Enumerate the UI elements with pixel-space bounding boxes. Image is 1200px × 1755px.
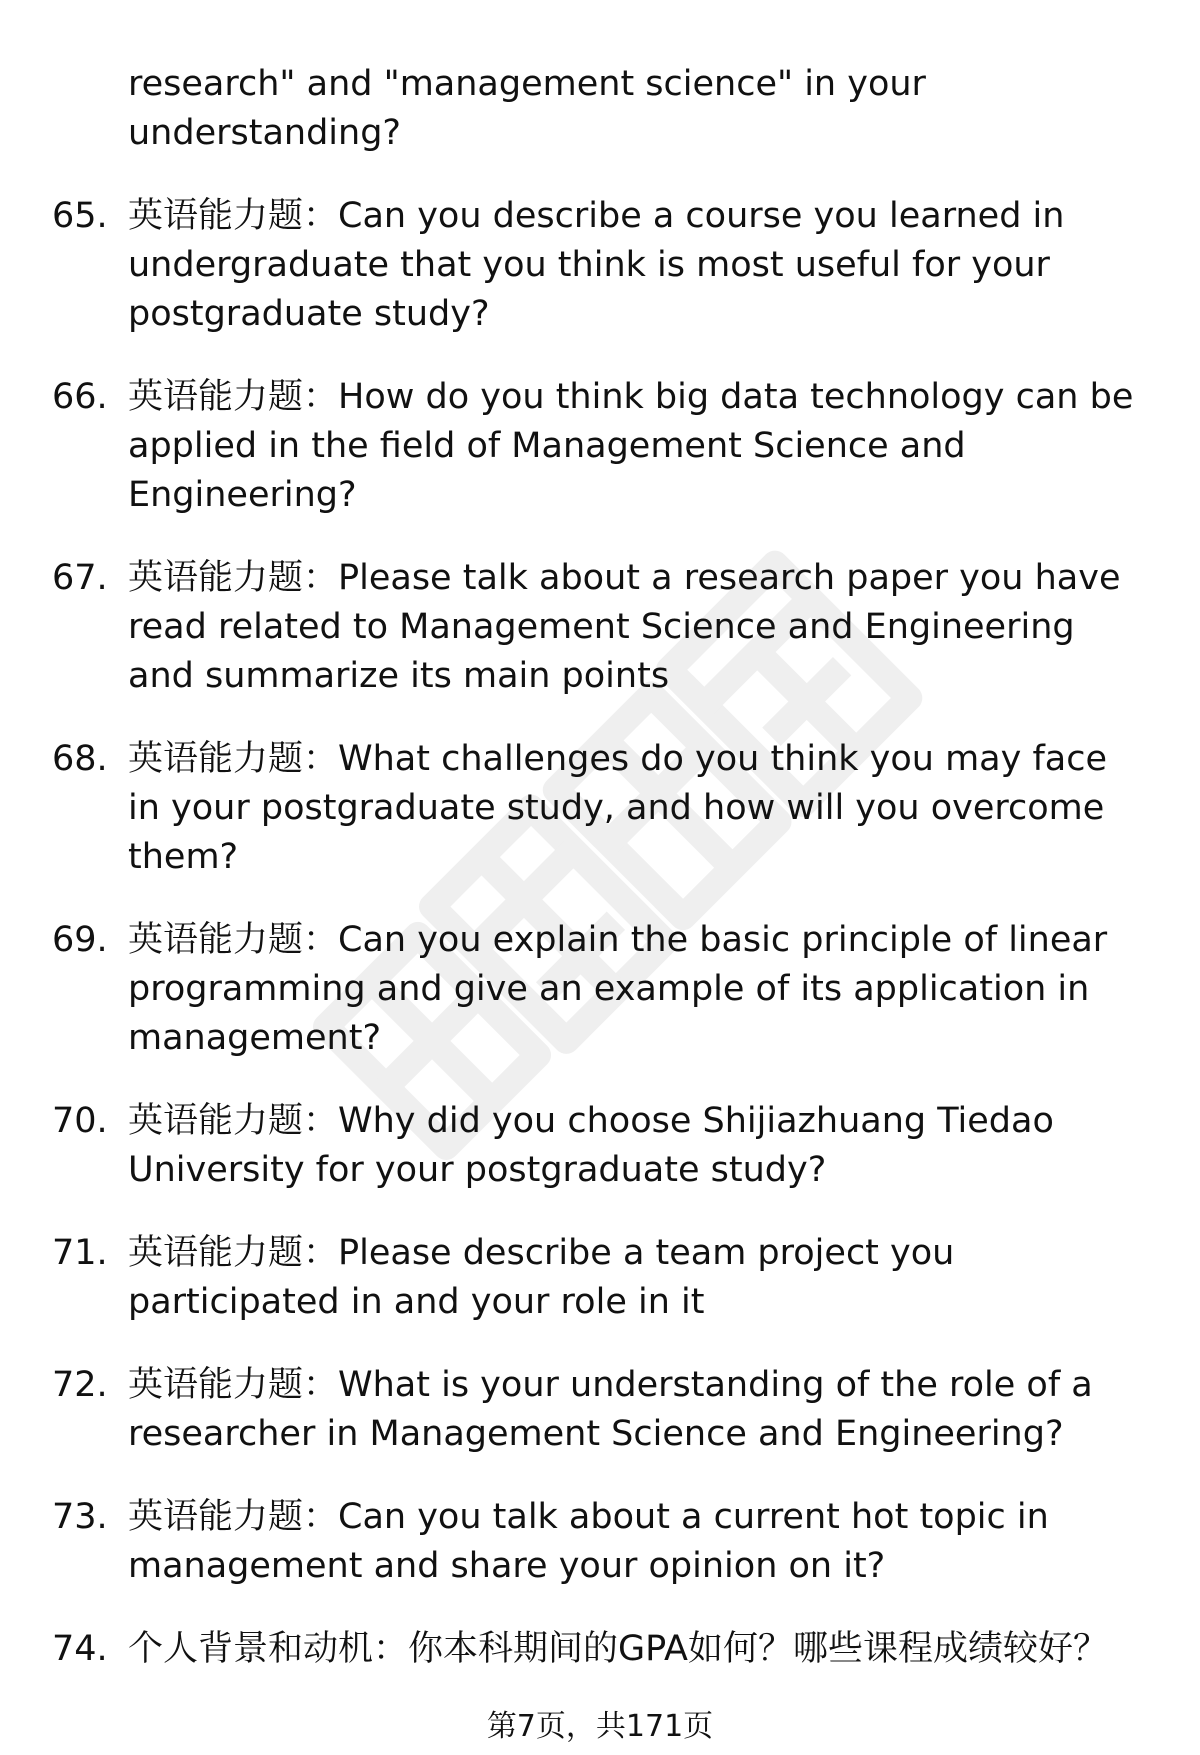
question-text: Can you explain the basic principle of linear programming and give an example of its application in management? <box>128 920 1108 1058</box>
question-number: 69. <box>52 920 108 960</box>
question-number: 65. <box>52 196 108 236</box>
question-category: 英语能力题： <box>128 739 339 779</box>
question-number: 67. <box>52 558 108 598</box>
question-item <box>0 1097 1200 1195</box>
question-text: How do you think big data technology can be applied in the field of Management Science and Engineering? <box>128 377 1134 515</box>
question-body <box>128 554 1148 701</box>
question-category: 个人背景和动机： <box>128 1629 409 1669</box>
question-body <box>128 1097 1148 1195</box>
question-number: 74. <box>52 1629 108 1669</box>
question-text: 你本科期间的GPA如何？哪些课程成绩较好？ <box>408 1629 1108 1669</box>
question-text: What is your understanding of the role of a researcher in Management Science and Engineering? <box>128 1365 1093 1454</box>
question-body <box>128 373 1148 520</box>
question-text: What challenges do you think you may face in your postgraduate study, and how will you overcome them? <box>128 739 1108 877</box>
question-category: 英语能力题： <box>128 1101 339 1141</box>
question-number: 70. <box>52 1101 108 1141</box>
question-body <box>128 1493 1148 1591</box>
question-category: 英语能力题： <box>128 196 339 236</box>
question-item <box>0 916 1200 1063</box>
question-text: Why did you choose Shijiazhuang Tiedao University for your postgraduate study? <box>128 1101 1054 1190</box>
question-item <box>0 1493 1200 1591</box>
question-category: 英语能力题： <box>128 920 339 960</box>
question-item <box>0 1361 1200 1459</box>
question-item <box>0 192 1200 339</box>
page-footer: 第7页，共171页 <box>486 1709 714 1744</box>
question-text: Can you describe a course you learned in undergraduate that you think is most useful for your postgraduate study? <box>128 196 1065 334</box>
question-item <box>0 735 1200 882</box>
question-body <box>128 192 1148 339</box>
question-item <box>0 373 1200 520</box>
question-category: 英语能力题： <box>128 377 339 417</box>
continuation-text: research" and "management science" in your understanding? <box>128 64 926 153</box>
question-text: Please talk about a research paper you have read related to Management Science and Engineering and summarize its main points <box>128 558 1121 696</box>
question-list <box>0 192 1200 1674</box>
question-text: Please describe a team project you participated in and your role in it <box>128 1233 955 1322</box>
question-body <box>128 1229 1148 1327</box>
question-body <box>128 1361 1148 1459</box>
question-body <box>128 735 1148 882</box>
question-body <box>128 916 1148 1063</box>
question-number: 73. <box>52 1497 108 1537</box>
question-item <box>0 1625 1200 1674</box>
question-number: 66. <box>52 377 108 417</box>
question-item <box>0 554 1200 701</box>
question-category: 英语能力题： <box>128 1497 339 1537</box>
document-content <box>0 60 1200 1674</box>
question-body <box>128 1625 1148 1674</box>
question-category: 英语能力题： <box>128 558 339 598</box>
question-text: Can you talk about a current hot topic in management and share your opinion on it? <box>128 1497 1049 1586</box>
question-number: 68. <box>52 739 108 779</box>
question-number: 72. <box>52 1365 108 1405</box>
question-category: 英语能力题： <box>128 1233 339 1273</box>
question-number: 71. <box>52 1233 108 1273</box>
question-category: 英语能力题： <box>128 1365 339 1405</box>
question-item <box>0 1229 1200 1327</box>
